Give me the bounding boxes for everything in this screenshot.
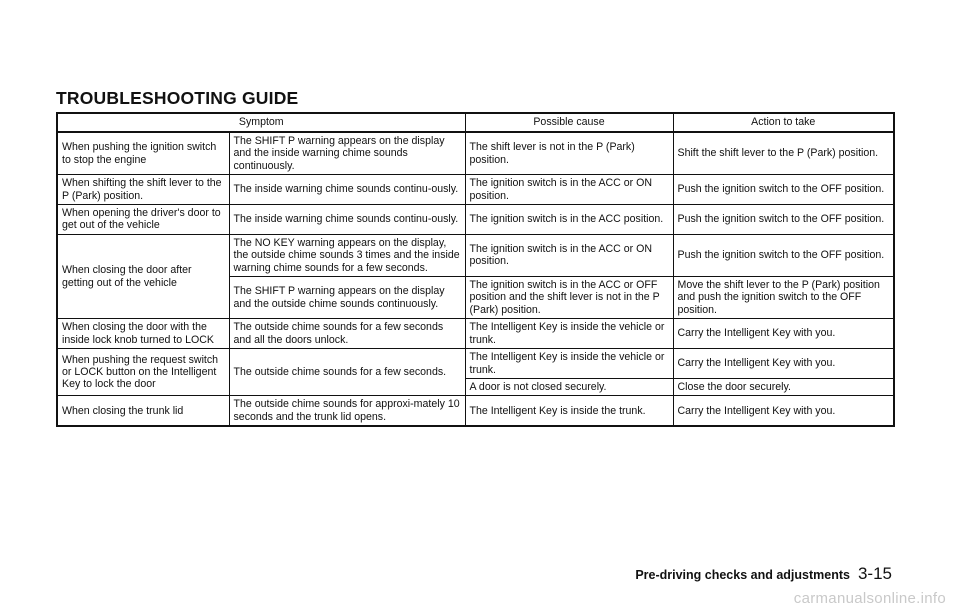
symptom-cell: The inside warning chime sounds continu-ously. <box>229 205 465 235</box>
cause-cell: The Intelligent Key is inside the vehicle or trunk. <box>465 319 673 349</box>
cause-cell: The Intelligent Key is inside the vehicle or trunk. <box>465 349 673 379</box>
action-cell: Carry the Intelligent Key with you. <box>673 396 894 426</box>
symptom-cell: The outside chime sounds for a few seconds and all the doors unlock. <box>229 319 465 349</box>
cause-cell: The ignition switch is in the ACC or OFF position and the shift lever is not in the P (Park) position. <box>465 277 673 319</box>
cause-cell: The ignition switch is in the ACC or ON position. <box>465 234 673 276</box>
page-number: 3-15 <box>857 564 892 583</box>
symptom-cell: The outside chime sounds for a few seconds. <box>229 349 465 396</box>
cause-cell: The Intelligent Key is inside the trunk. <box>465 396 673 426</box>
footer-section-title: Pre-driving checks and adjustments <box>635 568 850 582</box>
header-action-to-take: Action to take <box>673 113 894 132</box>
situation-cell: When pushing the request switch or LOCK button on the Intelligent Key to lock the door <box>57 349 229 396</box>
situation-cell: When opening the driver's door to get out of the vehicle <box>57 205 229 235</box>
symptom-cell: The SHIFT P warning appears on the display and the outside chime sounds continuously. <box>229 277 465 319</box>
table-row <box>57 319 894 349</box>
situation-cell: When closing the door after getting out of the vehicle <box>57 234 229 318</box>
header-symptom: Symptom <box>57 113 465 132</box>
table-row <box>57 205 894 235</box>
symptom-cell: The inside warning chime sounds continu-ously. <box>229 175 465 205</box>
table-row <box>57 396 894 426</box>
action-cell: Carry the Intelligent Key with you. <box>673 349 894 379</box>
cause-cell: The shift lever is not in the P (Park) position. <box>465 132 673 175</box>
header-possible-cause: Possible cause <box>465 113 673 132</box>
action-cell: Push the ignition switch to the OFF position. <box>673 205 894 235</box>
situation-cell: When pushing the ignition switch to stop the engine <box>57 132 229 175</box>
symptom-cell: The SHIFT P warning appears on the display and the inside warning chime sounds continuously. <box>229 132 465 175</box>
table-row <box>57 349 894 379</box>
action-cell: Carry the Intelligent Key with you. <box>673 319 894 349</box>
cause-cell: The ignition switch is in the ACC position. <box>465 205 673 235</box>
symptom-cell: The NO KEY warning appears on the display, the outside chime sounds 3 times and the inside warning chime sounds for a few seconds. <box>229 234 465 276</box>
action-cell: Push the ignition switch to the OFF position. <box>673 175 894 205</box>
symptom-cell: The outside chime sounds for approxi-mately 10 seconds and the trunk lid opens. <box>229 396 465 426</box>
table-header-row <box>57 113 894 132</box>
page-footer <box>635 564 892 584</box>
action-cell: Close the door securely. <box>673 378 894 395</box>
cause-cell: A door is not closed securely. <box>465 378 673 395</box>
situation-cell: When closing the door with the inside lock knob turned to LOCK <box>57 319 229 349</box>
table-row <box>57 175 894 205</box>
action-cell: Push the ignition switch to the OFF position. <box>673 234 894 276</box>
situation-cell: When shifting the shift lever to the P (Park) position. <box>57 175 229 205</box>
table-row <box>57 132 894 175</box>
action-cell: Shift the shift lever to the P (Park) position. <box>673 132 894 175</box>
action-cell: Move the shift lever to the P (Park) position and push the ignition switch to the OFF position. <box>673 277 894 319</box>
table-row <box>57 234 894 276</box>
troubleshooting-table <box>56 112 895 427</box>
situation-cell: When closing the trunk lid <box>57 396 229 426</box>
cause-cell: The ignition switch is in the ACC or ON position. <box>465 175 673 205</box>
watermark: carmanualsonline.info <box>793 590 946 607</box>
page-title: TROUBLESHOOTING GUIDE <box>56 88 299 108</box>
